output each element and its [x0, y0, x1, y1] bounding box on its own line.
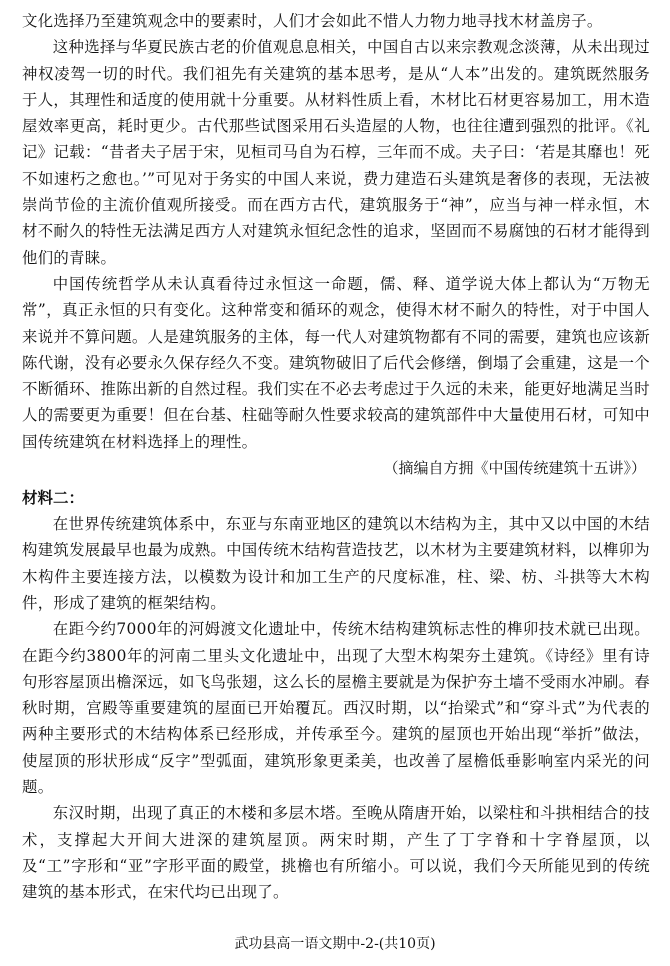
- paragraph-continued: 文化选择乃至建筑观念中的要素时，人们才会如此不惜人力物力地寻找木材盖房子。: [22, 12, 603, 30]
- paragraph: 东汉时期，出现了真正的木楼和多层木塔。至晚从隋唐开始，以梁柱和斗拱相结合的技术，支撑起大开间大进深的建筑屋顶。两宋时期，产生了丁字脊和十字脊屋顶，以及“工”字形和“亚”字形平面的殿堂，挑檐也有所缩小。可以说，我们今天所能见到的传统建筑的基本形式，在宋代均已出现了。: [22, 804, 650, 902]
- paragraph: 中国传统哲学从未认真看待过永恒这一命题，儒、释、道学说大体上都认为“万物无常”，真正永恒的只有变化。这种常变和循环的观念，使得木材不耐久的特性，对于中国人来说并不算问题。人是建筑服务的主体，每一代人对建筑物都有不同的需要，建筑也应该新陈代谢，没有必要永久保存经久不变。建筑物破旧了后代会修缮，倒塌了会重建，这是一个不断循环、推陈出新的自然过程。我们实在不必去考虑过于久远的未来，能更好地满足当时人的需要更为重要！但在台基、柱础等耐久性要求较高的建筑部件中大量使用石材，可知中国传统建筑在材料选择上的理性。: [22, 274, 650, 451]
- source-citation: （摘编自方拥《中国传统建筑十五讲》）: [383, 459, 646, 478]
- paragraph: 在距今约7000年的河姆渡文化遗址中，传统木结构建筑标志性的榫卯技术就已出现。在距今约3800年的河南二里头文化遗址中，出现了大型木构架夯土建筑。《诗经》里有诗句形容屋顶出檐深远，如飞鸟张翅，这么长的屋檐主要就是为保护夯土墙不受雨水冲刷。春秋时期，宫殿等重要建筑的屋面已开始覆瓦。西汉时期，以“抬梁式”和“穿斗式”为代表的两种主要形式的木结构体系已经形成，并传承至今。建筑的屋顶也开始出现“举折”做法，使屋顶的形状形成“反字”型弧面，建筑形象更柔美，也改善了屋檐低垂影响室内采光的问题。: [22, 620, 650, 797]
- document-page: [22, 8, 650, 906]
- page-footer: 武功县高一语文期中-2-(共10页): [234, 936, 436, 952]
- section-heading: 材料二：: [22, 489, 85, 508]
- paragraph: 这种选择与华夏民族古老的价值观息息相关，中国自古以来宗教观念淡薄，从未出现过神权凌驾一切的时代。我们祖先有关建筑的基本思考，是从“人本”出发的。建筑既然服务于人，其理性和适度的使用就十分重要。从材料性质上看，木材比石材更容易加工，用木造屋效率更高，耗时更少。古代那些试图采用石头造屋的人物，也往往遭到强烈的批评。《礼记》记载：“昔者夫子居于宋，见桓司马自为石椁，三年而不成。夫子曰：‘若是其靡也！死不如速朽之愈也。’”可见对于务实的中国人来说，费力建造石头建筑是奢侈的表现，无法被崇尚节俭的主流价值观所接受。而在西方古代，建筑服务于“神”，应当与神一样永恒，木材不耐久的特性无法满足西方人对建筑永恒纪念性的追求，坚固而不易腐蚀的石材才能得到他们的青睐。: [22, 38, 650, 267]
- paragraph: 在世界传统建筑体系中，东亚与东南亚地区的建筑以木结构为主，其中又以中国的木结构建筑发展最早也最为成熟。中国传统木结构营造技艺，以木材为主要建筑材料，以榫卯为木构件主要连接方法，以模数为设计和加工生产的尺度标准，柱、梁、枋、斗拱等大木构件，形成了建筑的框架结构。: [22, 515, 650, 612]
